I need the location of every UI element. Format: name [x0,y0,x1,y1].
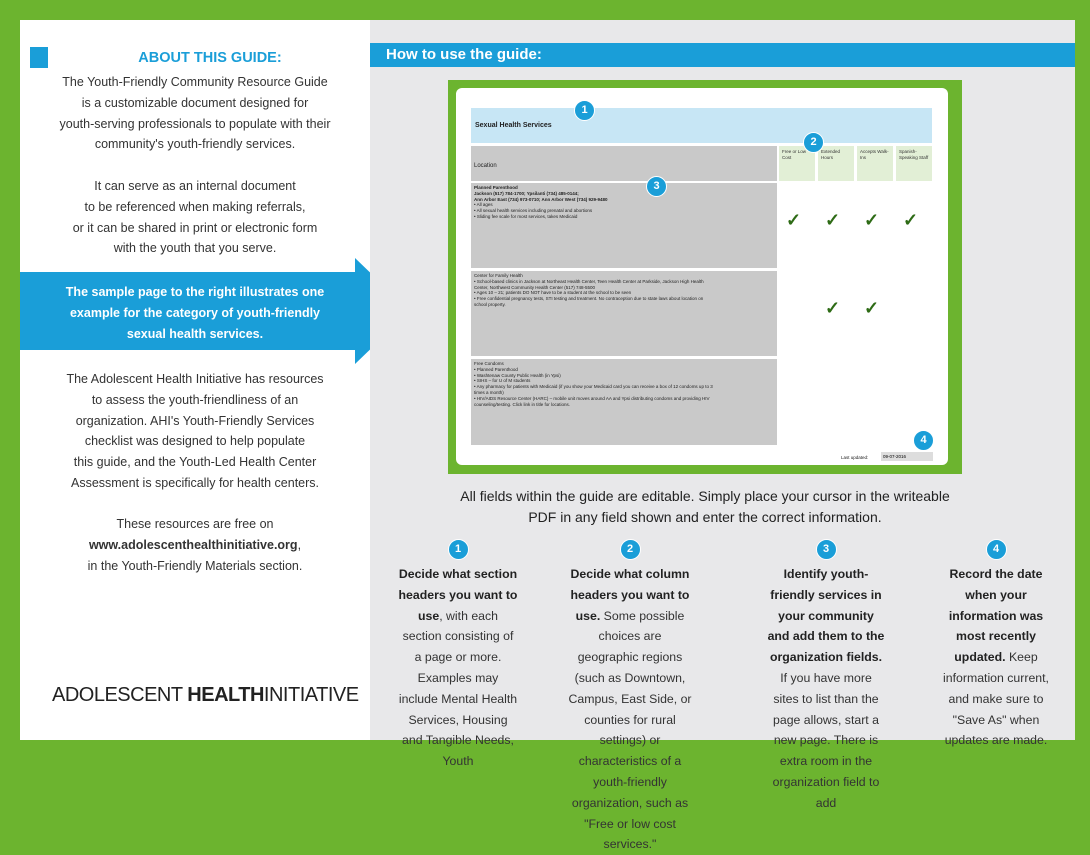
intro-text: All fields within the guide are editable. Simply place your cursor in the writeable PDF in any field shown and enter the correct information. [460,488,950,525]
step-number-badge: 1 [448,539,469,560]
resource-link[interactable]: www.adolescenthealthinitiative.org [88,537,298,552]
check-mark: ✓ [786,210,802,230]
step-2-badge: 2 [803,132,824,153]
check-mark: ✓ [864,210,880,230]
check-mark: ✓ [825,298,841,318]
step-column: 3 Identify youth-friendly services in your community and add them to the organization fields. If you have more sites to list than the page allows, start a new page. There is extra room in the organization field to add [766,538,886,814]
step-number-badge: 3 [816,539,837,560]
step-column: 1 Decide what section headers you want to use, with each section consisting of a page or more. Examples may include Mental Health Services, Housing and Tangible Needs, Youth [398,538,518,772]
last-updated-field[interactable]: 09-07-2016 [881,452,933,461]
last-updated-label: Last updated: [841,455,869,460]
sample-column-header: Spanish-Speaking Staff [896,146,932,181]
guide-page [20,20,1075,852]
step-4-badge: 4 [913,430,934,451]
step-number-badge: 2 [620,539,641,560]
sample-row: Free Condoms • Planned Parenthood • Washtenaw County Public Health (in Ypsi) • SIHS – for U of M students • Any pharmacy for patients with Medicaid (if you show your Medicaid card you can receive a box of 12 condoms up to 3 times a month) • HIV/AIDS Resource Center (HARC) – mobile unit moves around AA and Ypsi distributing condoms and providing HIV counseling/testing. Click link in title for locations. [471,359,777,445]
sample-sheet [456,88,948,465]
sample-column-header: Accepts Walk-Ins [857,146,893,181]
about-accent-bar [30,47,48,68]
about-title: ABOUT THIS GUIDE: [138,50,282,66]
about-paragraph-2: It can serve as an internal document to be referenced when making referrals, or it can be shared in print or electronic form with the youth that you serve. [72,179,318,256]
sample-section-header: Sexual Health Services [471,108,932,143]
sample-location-header: Location [471,146,777,181]
step-number-badge: 4 [986,539,1007,560]
about-paragraph-1: The Youth-Friendly Community Resource Guide is a customizable document designed for youth-serving professionals to populate with their community's youth-friendly services. [59,75,331,152]
step-column: 4 Record the date when your information was most recently updated. Keep information current, and make sure to "Save As" when updates are made. [936,538,1056,751]
sample-row: Planned Parenthood Jackson (517) 784-1700; Ypsilanti (734) 485-0144; Ann Arbor East (734) 973-0710; Ann Arbor West (734) 929-9480 • All ages • All sexual health services including prenatal and abortions • Sliding fee scale for most services, takes Medicaid [471,183,777,268]
sample-column-header: Extended Hours [818,146,854,181]
callout-text: The sample page to the right illustrates one example for the category of youth-friendly sexual health services. [65,285,325,341]
about-paragraph-3: The Adolescent Health Initiative has resources to assess the youth-friendliness of an organization. AHI's Youth-Friendly Services checklist was designed to help populate this guide, and the Youth-Led Health Center Assessment is specifically for health centers. [66,372,324,490]
about-paragraph-4: These resources are free on www.adolescenthealthinitiative.org, in the Youth-Friendly Materials section. [87,517,303,573]
sample-page [448,80,962,474]
about-panel [20,20,370,740]
howto-panel [370,20,1075,852]
sample-column-header: Free or Low Cost [779,146,815,181]
check-mark: ✓ [903,210,919,230]
ahi-logo: ADOLESCENT HEALTHINITIATIVE [52,684,359,706]
step-column: 2 Decide what column headers you want to use. Some possible choices are geographic regions (such as Downtown, Campus, East Side, or counties for rural settings) or characteristics of a youth-friendly organization, such as "Free or low cost services." [568,538,692,855]
check-mark: ✓ [825,210,841,230]
howto-header: How to use the guide: [370,43,1075,67]
check-mark: ✓ [864,298,880,318]
step-3-badge: 3 [646,176,667,197]
sample-row: Center for Family Health • School-based clinics in Jackson at Northeast Health Center, Teen Health Center at Parkside, Jackson High Health Center, Northwest Community Health Center (517) 748-5500 • Ages 10 – 21; patients DO NOT have to be a student at the school to be seen • Free confidential pregnancy tests, STI testing and treatment. No contraception due to state laws about location on school property. [471,271,777,356]
step-1-badge: 1 [574,100,595,121]
